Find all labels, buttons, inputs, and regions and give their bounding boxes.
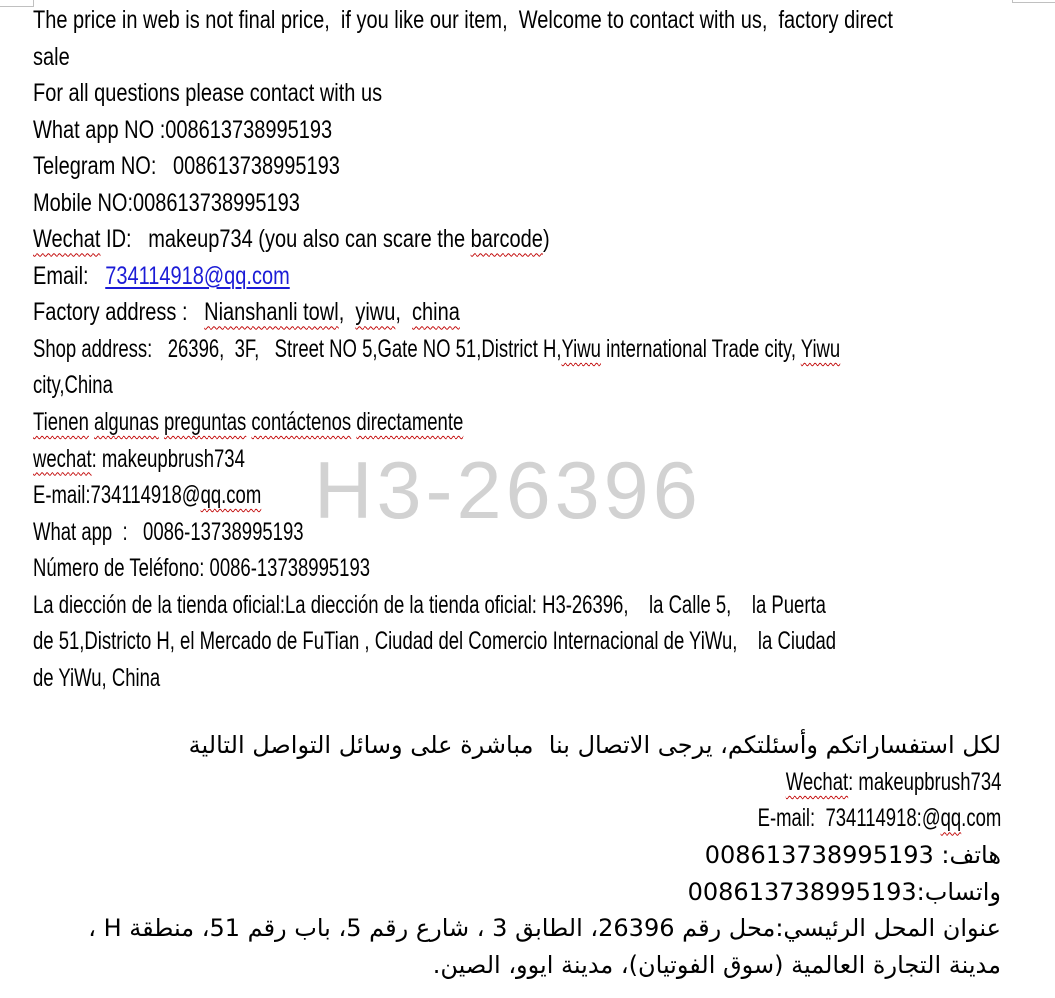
spellcheck-flagged-text: Wechat [33,225,101,254]
text-segment: de 51,Districto H, el Mercado de FuTian , Ciudad del Comercio Internacional de YiWu, la Ciudad [33,627,837,656]
text-segment: , [395,298,413,327]
spanish-note-line [33,404,1001,441]
whatsapp-es-line [33,514,1001,551]
spellcheck-flagged-text: contáctenos [251,408,352,437]
line-content [33,2,893,39]
spellcheck-flagged-text: Nianshanli towl [204,298,339,327]
line-content [33,550,370,587]
address-ar-line-2 [33,947,1001,984]
text-segment: هاتف: 008613738995193 [704,841,1001,870]
text-segment: sale [33,42,70,71]
line-content [33,75,382,112]
line-content [433,947,1001,984]
whatsapp-number-line [33,112,1001,149]
email-ar-line [33,800,1001,837]
text-segment: Número de Teléfono: 0086-13738995193 [33,554,371,583]
text-segment: E-mail:734114918@ [33,481,201,510]
email-line [33,258,1001,295]
document-body [33,2,1001,983]
direccion-tienda-line-2 [33,623,1001,660]
paragraph-gap [33,696,1001,727]
text-segment: Factory address : [33,298,205,327]
spellcheck-flagged-text: Yiwu [800,334,841,363]
direccion-tienda-line-1 [33,587,1001,624]
factory-address-line [33,294,1001,331]
telefono-es-line [33,550,1001,587]
text-segment: Shop address: 26396, 3F, Street NO 5,Gate NO 51,District H, [33,334,562,363]
text-segment: Mobile NO:008613738995193 [33,188,300,217]
watermark-text: H3-26396 [314,446,702,536]
spellcheck-flagged-text: barcode [470,225,543,254]
text-segment: For all questions please contact with us [33,79,383,108]
wechat-ar-line [33,764,1001,801]
line-content [33,367,113,404]
spellcheck-flagged-text: qq [940,804,961,833]
shop-address-line-1 [33,331,1001,368]
text-segment: مدينة التجارة العالمية (سوق الفوتيان)، مدينة ايوو، الصين. [432,950,1001,979]
line-content [33,258,290,295]
spellcheck-flagged-text: preguntas [163,408,247,437]
text-segment: E-mail: 734114918:@ [757,804,941,833]
text-segment: .com [960,804,1001,833]
line-content [33,331,840,368]
line-content [33,39,70,76]
phone-ar-line [33,837,1001,874]
text-segment: What app NO :008613738995193 [33,115,333,144]
line-content [33,404,463,441]
text-segment: The price in web is not final price, if you like our item, Welcome to contact with us, factory direct [33,6,893,34]
text-segment: : makeupbrush734 [847,767,1001,796]
line-content [785,764,1001,801]
text-segment: La diección de la tienda oficial:La diección de la tienda oficial: H3-26396, la Calle 5, la Puerta [33,590,826,619]
line-content [33,112,332,149]
table-border-fragment-left [0,0,34,7]
wechat-es-line [33,441,1001,478]
table-border-fragment-right [1012,0,1055,3]
line-content [88,910,1001,947]
spellcheck-flagged-text: Tienen [33,408,89,437]
text-segment: Telegram NO: 008613738995193 [33,152,340,181]
contact-note-line [33,75,1001,112]
text-segment: عنوان المحل الرئيسي:محل رقم 26396، الطابق 3 ، شارع رقم 5، باب رقم 51، منطقة H ، [88,914,1001,943]
line-content [757,800,1001,837]
price-note-line-2 [33,39,1001,76]
line-content [33,148,340,185]
spellcheck-flagged-text: qq.com [200,481,262,510]
telegram-number-line [33,148,1001,185]
spellcheck-flagged-text: algunas [94,408,159,437]
line-content [33,623,836,660]
line-content [33,587,826,624]
shop-address-line-2 [33,367,1001,404]
spellcheck-flagged-text: Yiwu [561,334,601,363]
text-segment: ID: makeup734 (you also can scare the [100,225,471,254]
direccion-tienda-line-3 [33,660,1001,697]
text-segment: , [338,298,356,327]
spellcheck-flagged-text: directamente [356,408,464,437]
spellcheck-flagged-text: wechat [33,444,92,473]
line-content [33,185,300,222]
line-content [33,660,160,697]
spellcheck-flagged-text: china [412,298,460,327]
address-ar-line-1 [33,910,1001,947]
line-content [33,514,304,551]
spellcheck-flagged-text: Wechat [785,767,848,796]
wechat-id-line [33,221,1001,258]
text-segment: Email: [33,261,106,290]
line-content [189,727,1001,764]
spellcheck-flagged-text: yiwu [355,298,396,327]
price-note-line-1 [33,2,1001,39]
line-content [33,221,550,258]
whatsapp-ar-line [33,874,1001,911]
text-segment: international Trade city, [600,334,801,363]
email-es-line [33,477,1001,514]
line-content [705,837,1001,874]
text-segment: de YiWu, China [33,663,161,692]
text-segment: ) [542,225,550,254]
text-segment: واتساب:008613738995193 [687,877,1001,906]
text-segment: : makeupbrush734 [91,444,245,473]
mobile-number-line [33,185,1001,222]
line-content [688,874,1001,911]
text-segment: لكل استفساراتكم وأسئلتكم، يرجى الاتصال بنا مباشرة على وسائل التواصل التالية [188,731,1001,760]
text-segment: city,China [33,371,113,400]
line-content [33,441,245,478]
arabic-intro-line [33,727,1001,764]
email-link[interactable]: 734114918@qq.com [105,261,290,290]
text-segment: What app : 0086-13738995193 [33,517,304,546]
line-content [33,477,261,514]
line-content [33,294,460,331]
